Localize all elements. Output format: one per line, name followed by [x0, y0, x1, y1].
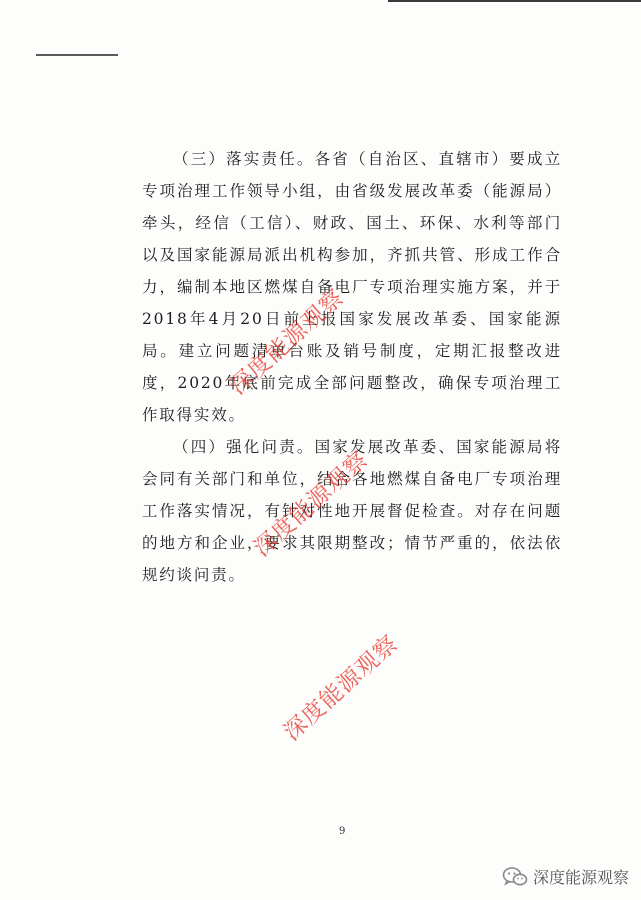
watermark-text: 深度能源观察	[278, 630, 404, 747]
paragraph-implement-responsibility: （三）落实责任。各省（自治区、直辖市）要成立专项治理工作领导小组，由省级发展改革委（能源局）牵头，经信（工信）、财政、国土、环保、水利等部门以及国家能源局派出机构参加，齐抓共管、形成工作合力，编制本地区燃煤自备电厂专项治理实施方案，并于2018年4月20日前上报国家发展改革委、国家能源局。建立问题清单台账及销号制度，定期汇报整改进度，2020年底前完成全部问题整改，确保专项治理工作取得实效。	[142, 150, 562, 424]
scan-edge-left	[36, 54, 118, 56]
document-body	[142, 143, 562, 591]
watermark-text: 深度能源观察	[248, 446, 374, 563]
account-name: 深度能源观察	[532, 868, 629, 887]
paragraph-strengthen-accountability: （四）强化问责。国家发展改革委、国家能源局将会同有关部门和单位，结合各地燃煤自备电厂专项治理工作落实情况，有针对性地开展督促检查。对存在问题的地方和企业，要求其限期整改；情节严重的，依法依规约谈问责。	[142, 438, 562, 584]
scan-edge-top	[388, 0, 641, 2]
wechat-icon	[502, 867, 528, 887]
page-number: 9	[339, 826, 346, 837]
account-watermark	[502, 865, 629, 888]
watermark-text: 深度能源观察	[224, 284, 350, 401]
